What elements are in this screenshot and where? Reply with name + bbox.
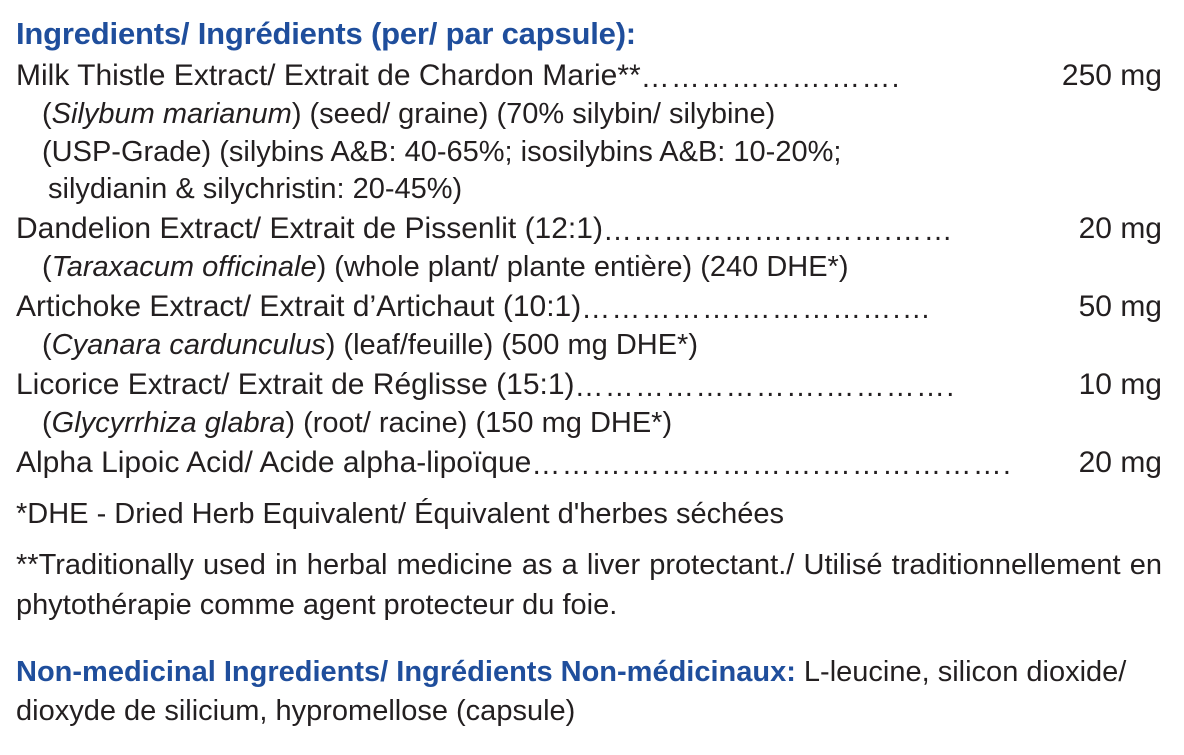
non-medicinal-value: L-leucine, silicon dioxide/ dioxyde de silicium, hypromellose (capsule) <box>16 656 1127 727</box>
ingredient-amount: 50 mg <box>1078 289 1162 323</box>
ingredient-name: Dandelion Extract/ Extrait de Pissenlit (12:1) <box>16 211 603 245</box>
dhe-footnote: *DHE - Dried Herb Equivalent/ Équivalent d'herbes séchées <box>16 497 784 530</box>
ingredient-name: Artichoke Extract/ Extrait d’Artichaut (10:1) <box>16 289 582 323</box>
ingredient-main-line <box>16 209 1162 249</box>
traditional-use-text: **Traditionally used in herbal medicine as a liver protectant./ Utilisé traditionnellement en phytothérapie comme agent protecteur du foie. <box>16 549 1162 621</box>
ingredient-amount: 250 mg <box>1061 58 1162 92</box>
ingredient-main-line <box>16 365 1162 405</box>
leader-dots: ……………….……. <box>640 61 901 94</box>
leader-dots: ……………….……….…… <box>602 214 954 247</box>
ingredient-main-line <box>16 56 1162 96</box>
ingredient-row <box>16 365 1162 443</box>
ingredient-row <box>16 287 1162 365</box>
ingredient-main-line <box>16 287 1162 327</box>
ingredient-name: Milk Thistle Extract/ Extrait de Chardon Marie** <box>16 58 641 92</box>
ingredient-row <box>16 56 1162 209</box>
leader-dots: ……….……………….………………. <box>531 448 1013 481</box>
ingredient-subline: (Taraxacum officinale) (whole plant/ plante entière) (240 DHE*) <box>42 251 849 284</box>
non-medicinal-label: Non-medicinal Ingredients/ Ingrédients Non-médicinaux: <box>16 656 796 689</box>
ingredient-subline: (Glycyrrhiza glabra) (root/ racine) (150 mg DHE*) <box>42 406 673 439</box>
ingredient-amount: 20 mg <box>1078 445 1162 479</box>
leader-dots: …………….…………….… <box>581 292 932 325</box>
ingredient-subline: silydianin & silychristin: 20-45%) <box>48 173 463 206</box>
ingredient-main-line <box>16 443 1162 483</box>
latin-name: Silybum marianum <box>51 97 292 130</box>
latin-name: Glycyrrhiza glabra <box>51 406 286 439</box>
latin-name: Cyanara cardunculus <box>51 328 326 361</box>
ingredient-subline: (Silybum marianum) (seed/ graine) (70% silybin/ silybine) <box>42 97 776 130</box>
section-spacer <box>16 625 1162 647</box>
traditional-use-footnote <box>16 546 1162 625</box>
ingredient-amount: 10 mg <box>1078 367 1162 401</box>
leader-dots: …………………….…………. <box>574 370 956 403</box>
ingredients-heading: Ingredients/ Ingrédients (per/ par capsule): <box>16 16 636 51</box>
ingredient-name: Licorice Extract/ Extrait de Réglisse (15:1) <box>16 367 575 401</box>
ingredient-name: Alpha Lipoic Acid/ Acide alpha-lipoïque <box>16 445 532 479</box>
ingredient-row <box>16 209 1162 287</box>
non-medicinal-section <box>16 653 1162 731</box>
ingredient-subline: (Cyanara cardunculus) (leaf/feuille) (500 mg DHE*) <box>42 328 699 361</box>
ingredient-amount: 20 mg <box>1078 211 1162 245</box>
ingredient-row <box>16 443 1162 483</box>
ingredient-subline: (USP-Grade) (silybins A&B: 40-65%; isosilybins A&B: 10-20%; <box>42 135 842 168</box>
latin-name: Taraxacum officinale <box>51 251 317 284</box>
